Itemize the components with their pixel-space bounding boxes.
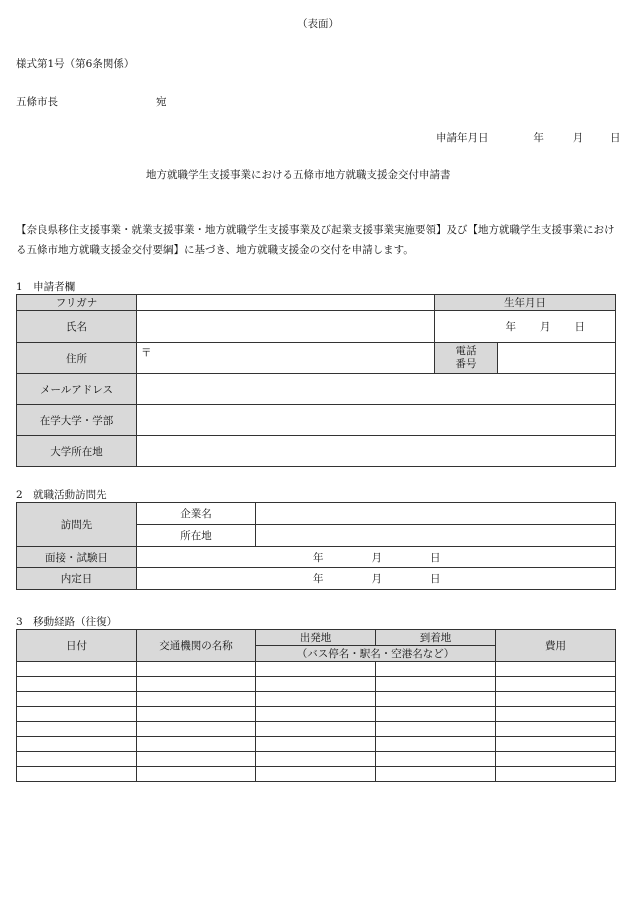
offer-date-input[interactable] (137, 568, 616, 590)
date-cell[interactable] (17, 767, 137, 782)
travel-route-table (16, 629, 616, 782)
date-cell[interactable] (17, 677, 137, 692)
route-row (17, 662, 616, 677)
offer-year: 年 (313, 573, 324, 585)
departure-cell[interactable] (256, 737, 376, 752)
university-location-label: 大学所在地 (17, 436, 137, 467)
addressee: 五條市長 (16, 96, 58, 108)
postal-mark: 〒 (141, 347, 152, 359)
section3-heading: 3 移動経路（往復） (16, 616, 118, 628)
departure-cell[interactable] (256, 707, 376, 722)
cost-cell[interactable] (496, 677, 616, 692)
col-arrival: 到着地 (376, 630, 496, 646)
route-rows (17, 662, 616, 782)
transport-cell[interactable] (137, 737, 256, 752)
departure-cell[interactable] (256, 692, 376, 707)
job-visit-table (16, 502, 616, 590)
visit-destination-label: 訪問先 (17, 503, 137, 547)
arrival-cell[interactable] (376, 692, 496, 707)
phone-input[interactable] (498, 343, 616, 374)
applicant-table (16, 294, 616, 467)
interview-date-label: 面接・試験日 (17, 547, 137, 568)
transport-cell[interactable] (137, 662, 256, 677)
section2-heading: 2 就職活動訪問先 (16, 489, 107, 501)
document-title: 地方就職学生支援事業における五條市地方就職支援金交付申請書 (146, 169, 451, 181)
transport-cell[interactable] (137, 707, 256, 722)
transport-cell[interactable] (137, 722, 256, 737)
route-row (17, 767, 616, 782)
company-name-label: 企業名 (137, 503, 256, 525)
birthdate-input[interactable] (435, 311, 616, 343)
departure-cell[interactable] (256, 767, 376, 782)
route-row (17, 692, 616, 707)
address-label: 住所 (17, 343, 137, 374)
departure-cell[interactable] (256, 662, 376, 677)
university-label: 在学大学・学部 (17, 405, 137, 436)
address-input[interactable] (137, 343, 435, 374)
offer-date-label: 内定日 (17, 568, 137, 590)
company-location-label: 所在地 (137, 525, 256, 547)
transport-cell[interactable] (137, 692, 256, 707)
interview-year: 年 (313, 551, 324, 564)
birth-year: 年 (505, 321, 516, 333)
departure-cell[interactable] (256, 722, 376, 737)
date-cell[interactable] (17, 737, 137, 752)
date-cell[interactable] (17, 707, 137, 722)
arrival-cell[interactable] (376, 767, 496, 782)
transport-cell[interactable] (137, 677, 256, 692)
arrival-cell[interactable] (376, 677, 496, 692)
route-row (17, 707, 616, 722)
route-row (17, 722, 616, 737)
departure-cell[interactable] (256, 752, 376, 767)
offer-day: 日 (430, 573, 441, 585)
cost-cell[interactable] (496, 752, 616, 767)
date-year: 年 (533, 132, 544, 144)
col-cost: 費用 (496, 630, 616, 662)
company-name-input[interactable] (256, 503, 616, 525)
section1-heading: 1 申請者欄 (16, 281, 76, 293)
arrival-cell[interactable] (376, 722, 496, 737)
date-cell[interactable] (17, 752, 137, 767)
transport-cell[interactable] (137, 767, 256, 782)
furigana-input[interactable] (137, 295, 435, 311)
phone-label (435, 343, 498, 374)
intro-paragraph: 【奈良県移住支援事業・就業支援事業・地方就職学生支援事業及び起業支援事業実施要領】及び【地方就職学生支援事業における五條市地方就職支援金交付要綱】に基づき、地方就職支援金の交付を申請します。 (16, 224, 615, 256)
birth-day: 日 (574, 321, 585, 333)
arrival-cell[interactable] (376, 752, 496, 767)
university-location-input[interactable] (137, 436, 616, 467)
arrival-cell[interactable] (376, 707, 496, 722)
email-label: メールアドレス (17, 374, 137, 405)
col-transport: 交通機関の名称 (137, 630, 256, 662)
departure-cell[interactable] (256, 677, 376, 692)
cost-cell[interactable] (496, 707, 616, 722)
date-cell[interactable] (17, 662, 137, 677)
cost-cell[interactable] (496, 662, 616, 677)
university-input[interactable] (137, 405, 616, 436)
phone-label-line1: 電話 (455, 345, 477, 357)
arrival-cell[interactable] (376, 662, 496, 677)
arrival-cell[interactable] (376, 737, 496, 752)
birth-month: 月 (540, 321, 551, 333)
email-input[interactable] (137, 374, 616, 405)
page-side-label: （表面） (297, 18, 339, 30)
offer-month: 月 (371, 573, 382, 585)
cost-cell[interactable] (496, 767, 616, 782)
birthdate-label: 生年月日 (435, 295, 616, 311)
cost-cell[interactable] (496, 737, 616, 752)
honorific: 宛 (156, 96, 167, 108)
name-label: 氏名 (17, 311, 137, 343)
route-row (17, 752, 616, 767)
furigana-label: フリガナ (17, 295, 137, 311)
route-row (17, 677, 616, 692)
col-place-note: （バス停名・駅名・空港名など） (256, 646, 496, 662)
date-month: 月 (572, 132, 584, 144)
col-departure: 出発地 (256, 630, 376, 646)
interview-month: 月 (371, 551, 382, 564)
date-cell[interactable] (17, 692, 137, 707)
route-row (17, 737, 616, 752)
date-cell[interactable] (17, 722, 137, 737)
form-number: 様式第1号（第6条関係） (16, 58, 135, 70)
interview-date-input[interactable] (137, 547, 616, 568)
application-date (436, 130, 621, 145)
company-location-input[interactable] (256, 525, 616, 547)
phone-label-line2: 番号 (455, 358, 477, 370)
date-day: 日 (610, 132, 621, 144)
cost-cell[interactable] (496, 722, 616, 737)
interview-day: 日 (430, 551, 441, 564)
cost-cell[interactable] (496, 692, 616, 707)
name-input[interactable] (137, 311, 435, 343)
transport-cell[interactable] (137, 752, 256, 767)
col-date: 日付 (17, 630, 137, 662)
application-date-label: 申請年月日 (436, 132, 489, 144)
